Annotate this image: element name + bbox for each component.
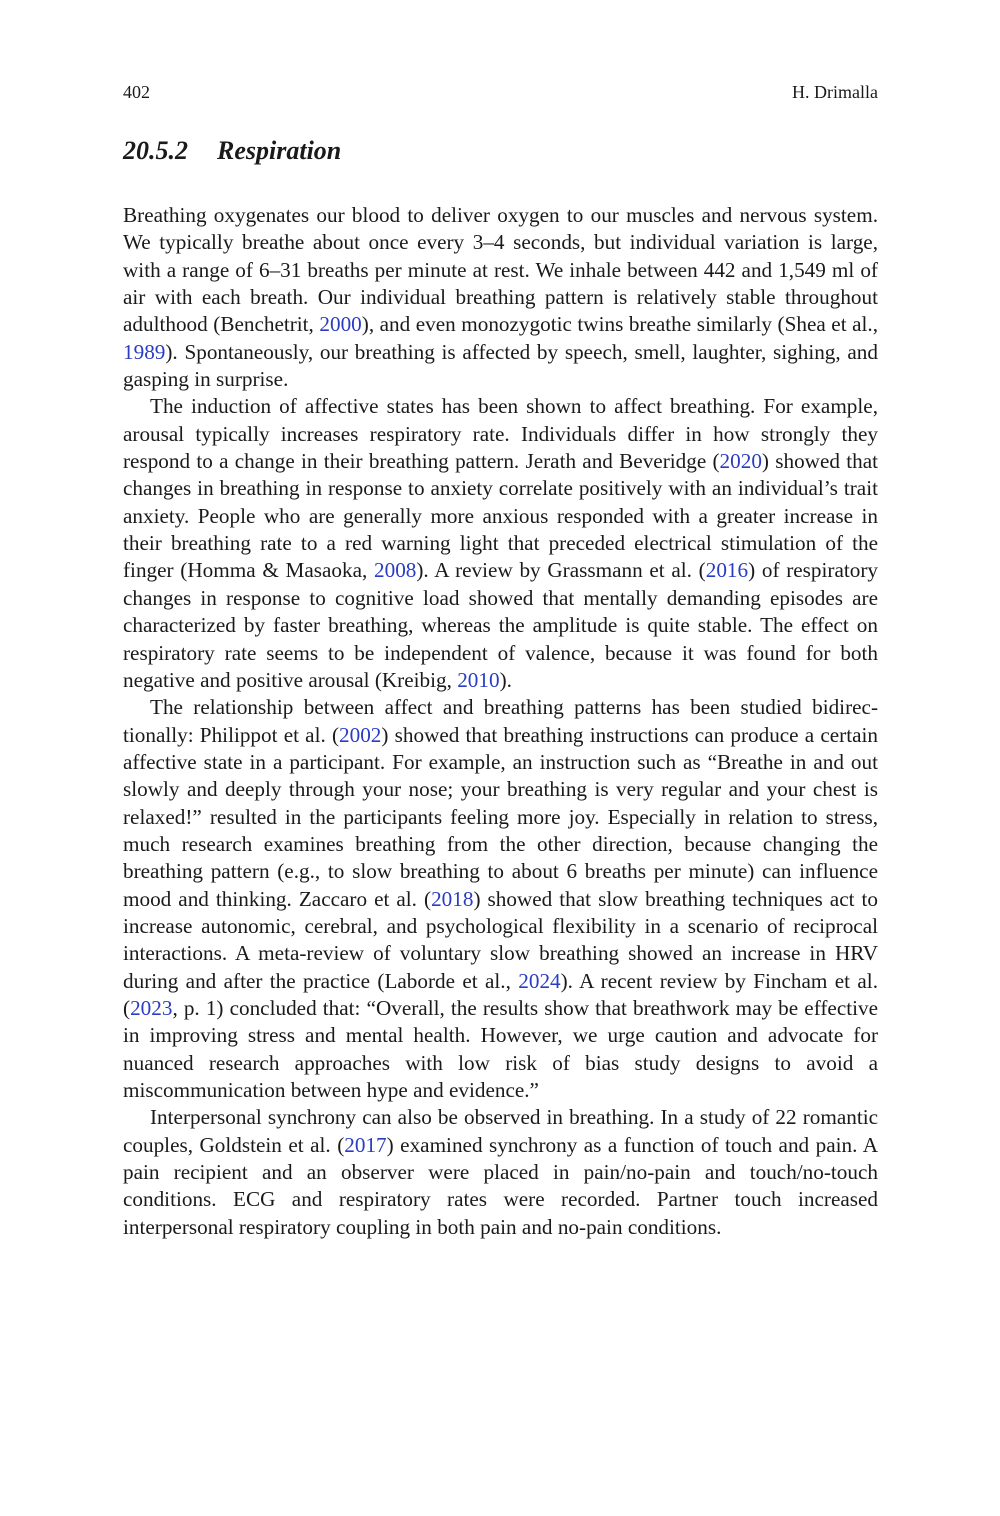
citation-link[interactable]: 2002 <box>339 722 382 747</box>
paragraph-3 <box>123 694 878 1104</box>
citation-link[interactable]: 1989 <box>123 339 166 364</box>
text-run: ). A review by Grassmann et al. ( <box>416 558 706 583</box>
text-run: The induction of affective states has been shown to affect breathing. For example, arousal typically increases respiratory rate. Individuals differ in how strongly they respond to a change in their breathing pattern. Jerath and Beveridge ( <box>123 394 878 474</box>
citation-link[interactable]: 2010 <box>457 667 500 692</box>
page-number: 402 <box>123 82 150 102</box>
text-run: ) showed that breathing instructions can produce a certain affective state in a participant. For example, an instruction such as “Breathe in and out slowly and deeply through your nose; your breathing is very regular and your chest is relaxed!” resulted in the participants feeling more joy. Especially in relation to stress, much research examines breathing from the other direction, because changing the breathing pattern (e.g., to slow breathing to about 6 breaths per minute) can influence mood and thinking. Zaccaro et al. ( <box>123 722 879 911</box>
text-run: The relationship between affect and breathing patterns has been studied bidirectionally: Philippot et al. ( <box>123 695 878 747</box>
text-run: Interpersonal synchrony can also be observed in breathing. In a study of 22 romantic couples, Goldstein et al. ( <box>123 1105 878 1157</box>
running-head-author: H. Drimalla <box>792 82 878 102</box>
paragraph-4 <box>123 1104 878 1241</box>
citation-link[interactable]: 2000 <box>319 312 362 337</box>
body-text <box>123 202 878 1241</box>
citation-link[interactable]: 2016 <box>705 558 749 583</box>
citation-link[interactable]: 2017 <box>344 1132 387 1157</box>
text-run: ) showed that changes in breathing in response to anxiety correlate positively with an individual’s trait anxiety. People who are generally more anxious responded with a greater increase in their breathing rate to a red warning light that preceded electrical stimulation of the finger (Homma & Masaoka, <box>123 449 878 583</box>
text-run: ). <box>499 667 512 692</box>
citation-link[interactable]: 2020 <box>719 449 762 474</box>
text-run: ) of respiratory changes in response to cognitive load showed that mentally demanding episodes are characterized by faster breathing, whereas the amplitude is quite stable. The effect on respiratory rate seems to be independent of valence, because it was found for both negative and positive arousal (Kreibig, <box>123 558 879 692</box>
text-run: , p. 1) concluded that: “Overall, the results show that breathwork may be effective in improving stress and mental health. However, we urge caution and advocate for nuanced research approaches with low risk of bias study designs to avoid a miscommunication between hype and evidence.” <box>123 995 878 1102</box>
paragraph-1 <box>123 202 878 393</box>
citation-link[interactable]: 2023 <box>130 995 173 1020</box>
citation-link[interactable]: 2018 <box>431 886 474 911</box>
citation-link[interactable]: 2024 <box>518 968 561 993</box>
running-head <box>123 80 878 104</box>
text-run: ), and even monozygotic twins breathe similarly (Shea et al., <box>361 312 879 337</box>
citation-link[interactable]: 2008 <box>374 558 417 583</box>
text-run: ). A recent review by Fincham et al. ( <box>123 968 878 1020</box>
section-heading <box>123 134 341 168</box>
section-title: Respiration <box>217 136 342 165</box>
section-number: 20.5.2 <box>123 136 188 165</box>
text-run: ). Spontaneously, our breathing is affected by speech, smell, laughter, sighing, and gasping in surprise. <box>123 339 878 392</box>
text-run: ) examined synchrony as a function of touch and pain. A pain recipient and an observer were placed in pain/no-pain and touch/no-touch conditions. ECG and respiratory rates were recorded. Partner touch increased interpersonal respiratory coupling in both pain and no-pain conditions. <box>123 1132 878 1239</box>
paragraph-2 <box>123 393 878 694</box>
text-run: ) showed that slow breathing techniques act to increase autonomic, cerebral, and psychological flexibility in a scenario of reciprocal interactions. A meta-review of voluntary slow breathing showed an increase in HRV during and after the practice (Laborde et al., <box>123 886 878 993</box>
text-run: Breathing oxygenates our blood to deliver oxygen to our muscles and nervous system. We typically breathe about once every 3–4 seconds, but individual variation is large, with a range of 6–31 breaths per minute at rest. We inhale between 442 and 1,549 ml of air with each breath. Our individual breathing pattern is relatively stable throughout adulthood (Benchetrit, <box>123 203 878 337</box>
